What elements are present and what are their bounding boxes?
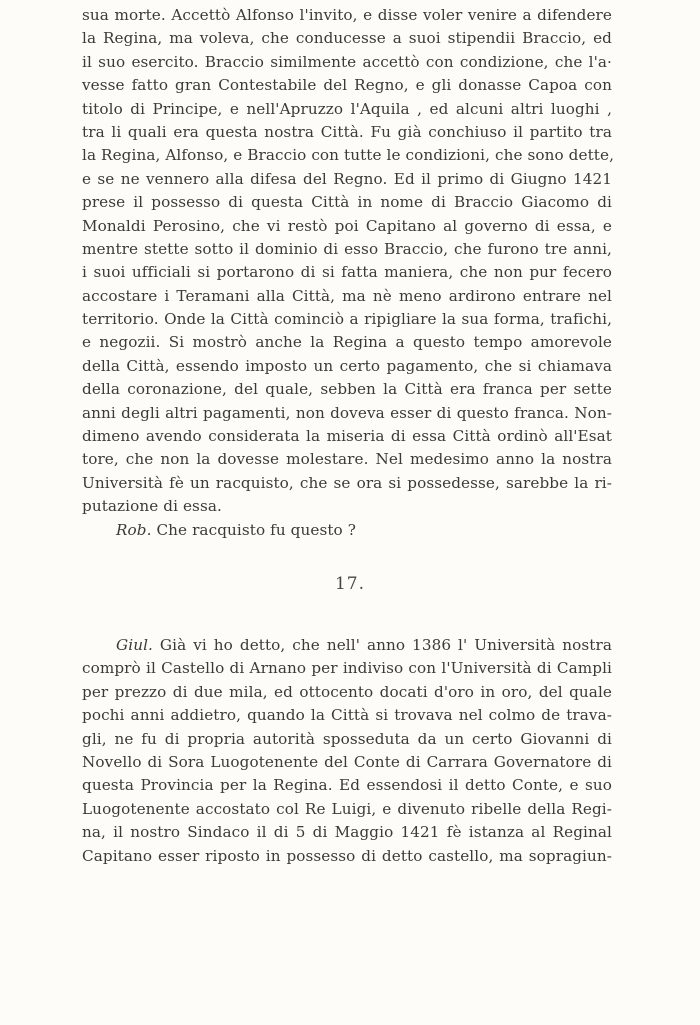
text-line: mentre stette sotto il dominio di esso Braccio, che furono tre anni, <box>82 239 612 258</box>
text-line: Luogotenente accostato col Re Luigi, e divenuto ribelle della Regi- <box>82 799 612 818</box>
text-line: il suo esercito. Braccio similmente accettò con condizione, che l'a· <box>82 52 612 71</box>
text-line: territorio. Onde la Città cominciò a ripigliare la sua forma, trafichi, <box>82 310 612 329</box>
text-line: la Regina, Alfonso, e Braccio con tutte le condizioni, che sono dette, <box>82 146 614 165</box>
text-line: tore, che non la dovesse molestare. Nel medesimo anno la nostra <box>82 450 612 469</box>
text-line: prese il possesso di questa Città in nome di Braccio Giacomo di <box>82 193 612 212</box>
text-line: vesse fatto gran Contestabile del Regno, e gli donasse Capoa con <box>82 76 612 95</box>
page-body <box>82 4 612 542</box>
text-line: Monaldi Perosino, che vi restò poi Capitano al governo di essa, e <box>82 216 612 235</box>
text-line: titolo di Principe, e nell'Apruzzo l'Aquila , ed alcuni altri luoghi , <box>82 99 612 118</box>
text-line: putazione di essa. <box>82 497 222 516</box>
text-line: e negozii. Si mostrò anche la Regina a questo tempo amorevole <box>82 333 612 352</box>
text-line: della coronazione, del quale, sebben la Città era franca per sette <box>82 380 612 399</box>
text-line: comprò il Castello di Arnano per indiviso con l'Università di Campli <box>82 659 612 678</box>
first-line-text: Già vi ho detto, che nell' anno 1386 l' Università nostra <box>152 636 612 654</box>
speaker-label: Giul. <box>116 636 153 654</box>
text-line: sua morte. Accettò Alfonso l'invito, e disse voler venire a difendere <box>82 6 612 24</box>
text-line: tra li quali era questa nostra Città. Fu già conchiuso il partito tra <box>82 122 612 141</box>
text-line: questa Provincia per la Regina. Ed essendosi il detto Conte, e suo <box>82 776 612 795</box>
text-line: la Regina, ma voleva, che conducesse a suoi stipendii Braccio, ed <box>82 29 612 48</box>
text-line: anni degli altri pagamenti, non doveva esser di questo franca. Non- <box>82 403 612 422</box>
dialogue-text: Che racquisto fu questo ? <box>151 520 356 539</box>
text-line: Novello di Sora Luogotenente del Conte di Carrara Governatore di <box>82 752 612 771</box>
paragraph-2 <box>82 634 612 868</box>
text-line: pochi anni addietro, quando la Città si trovava nel colmo de trava- <box>82 706 612 725</box>
text-line: accostare i Teramani alla Città, ma nè meno ardirono entrare nel <box>82 286 612 305</box>
text-line: per prezzo di due mila, ed ottocento docati d'oro in oro, del quale <box>82 682 612 701</box>
text-line: i suoi ufficiali si portarono di si fatta maniera, che non pur fecero <box>82 263 612 282</box>
text-line: della Città, essendo imposto un certo pagamento, che si chiamava <box>82 356 612 375</box>
text-line: Capitano esser riposto in possesso di detto castello, ma sopragiun- <box>82 846 612 865</box>
text-line: dimeno avendo considerata la miseria di essa Città ordinò all'Esat <box>82 427 612 446</box>
dialogue-line <box>82 519 612 542</box>
text-line: na, il nostro Sindaco il di 5 di Maggio 1421 fè istanza al Reginal <box>82 823 612 842</box>
text-line <box>82 634 612 657</box>
paragraph-1 <box>82 4 612 519</box>
text-line: Università fè un racquisto, che se ora si possedesse, sarebbe la ri- <box>82 473 612 492</box>
section-heading: 17. <box>334 574 366 594</box>
text-line: e se ne vennero alla difesa del Regno. Ed il primo di Giugno 1421 <box>82 169 612 188</box>
speaker-label: Rob. <box>116 520 152 539</box>
text-line: gli, ne fu di propria autorità sposseduta da un certo Giovanni di <box>82 729 612 748</box>
